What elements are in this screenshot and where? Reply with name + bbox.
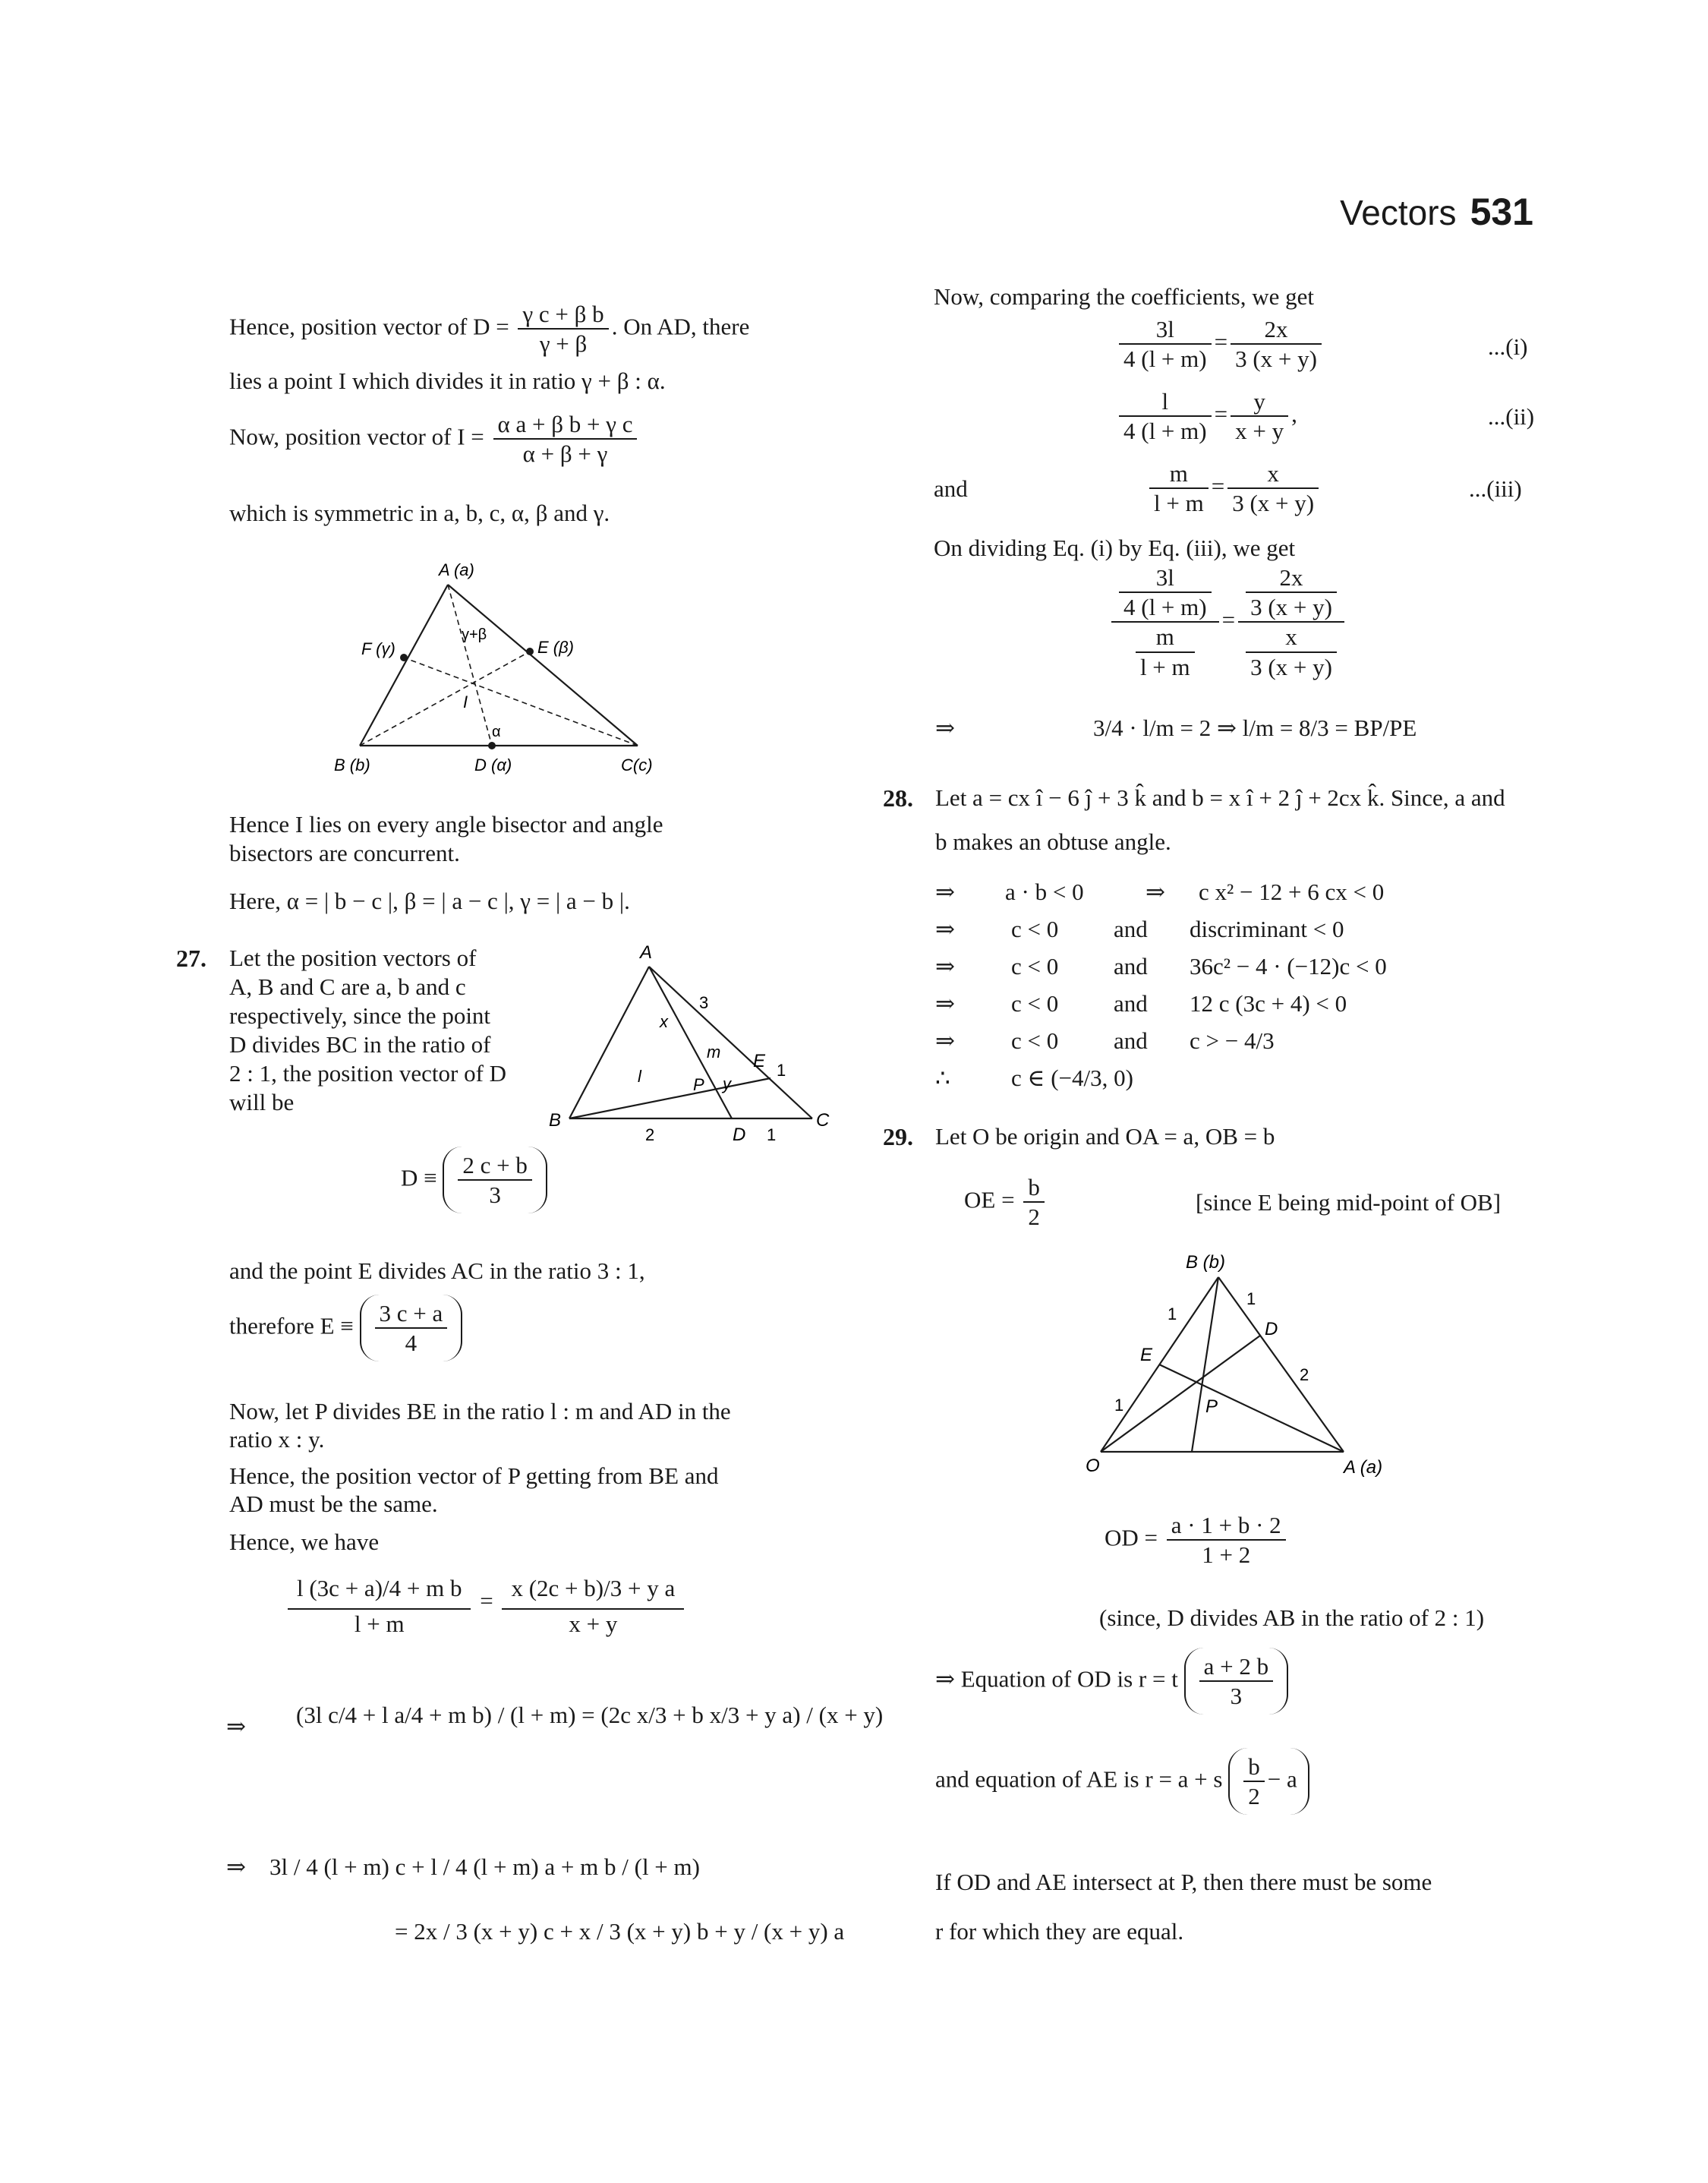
question-28-number: 28. [883, 784, 913, 812]
line-od [1101, 1336, 1260, 1452]
equation-1: $\frac{\text{l (3c + a)/4 + m b}}{l + m}$ = $\frac{\text{x (2c + b)/3 + y a}}{x + y}$ [285, 1568, 687, 1638]
point-d [488, 742, 496, 749]
label-o: O [1086, 1456, 1100, 1476]
oe-definition: OE = $\frac{b}{2}$ [964, 1173, 1048, 1231]
divide-line: On dividing Eq. (i) by Eq. (iii), we get [934, 535, 1296, 561]
incenter-fraction: $\frac{\text{α a + β b + γ c}}{\alpha + \beta + \gamma}$ [493, 410, 638, 468]
label-two-da: 2 [1300, 1365, 1309, 1384]
label-a: A (a) [439, 560, 474, 579]
d-definition: D ≡ $\frac{2 c + b}{3}$ [401, 1147, 547, 1213]
equation-3-left: 3l / 4 (l + m) c + l / 4 (l + m) a + m b / (l + m) [269, 1853, 700, 1880]
equation-3-right: = 2x / 3 (x + y) c + x / 3 (x + y) b + y / (x + y) a [395, 1918, 845, 1945]
e-definition: therefore E ≡ $\frac{3 c + a}{4}$ [229, 1295, 462, 1361]
question-29-line-1: Let O be origin and OA = a, OB = b [935, 1123, 1275, 1150]
tag-iii: ...(iii) [1469, 475, 1522, 502]
step-row: ⇒ a · b < 0 ⇒ c x² − 12 + 6 cx < 0 [935, 879, 1385, 905]
compare-line: Now, comparing the coefficients, we get [934, 283, 1314, 310]
cevian-be [569, 1078, 770, 1118]
label-m: m [707, 1043, 721, 1062]
page-header [1340, 190, 1533, 234]
division-equation: $\frac{\frac{3l}{4 (l + m)}}{\frac{m}{l + m}}$ = $\frac{\frac{2x}{3 (x + y)}}{\frac{x}{3 (x + y)}}$ [1108, 563, 1347, 681]
figure-vector-triangle [1078, 1245, 1404, 1488]
p-line-1: Now, let P divides BE in the ratio l : m and AD in the [229, 1398, 731, 1424]
label-e: E [753, 1051, 766, 1071]
step-row: ⇒ c < 0 and c > − 4/3 [935, 1027, 1275, 1054]
question-28-line-1: Let a = cx î − 6 ĵ + 3 k̂ and b = x î + 2 ĵ + 2cx k̂. Since, a and [935, 784, 1505, 811]
final-line-2: r for which they are equal. [935, 1918, 1184, 1945]
label-a: A (a) [1344, 1457, 1383, 1478]
label-d: D [1265, 1319, 1278, 1339]
equation-i: $\frac{3l}{4 (l + m)}$ = $\frac{2x}{3 (x + y)}$ [1116, 315, 1325, 373]
since-d-note: (since, D divides AB in the ratio of 2 : 1) [1099, 1604, 1485, 1631]
implies-ratio: ⇒ [935, 715, 955, 741]
median-b [1192, 1277, 1218, 1452]
label-b: B [549, 1110, 562, 1131]
equation-iii: $\frac{m}{l + m}$ = $\frac{x}{3 (x + y)}$ [1146, 459, 1322, 517]
p-line-3: Hence, the position vector of P getting from BE and [229, 1462, 719, 1489]
label-d: D [733, 1125, 746, 1145]
p-line-5: Hence, we have [229, 1528, 380, 1555]
label-c: C(c) [621, 756, 653, 774]
label-p: P [1205, 1396, 1218, 1417]
bisector-line-2: bisectors are concurrent. [229, 840, 460, 866]
line-ae [1159, 1364, 1344, 1452]
question-27-text: Let the position vectors of A, B and C are a, b and c respectively, since the point D divides BC in the ratio of 2 : 1, the position vector of D will be [229, 945, 507, 1115]
equation-ii: $\frac{l}{4 (l + m)}$ = $\frac{y}{x + y}$ , [1116, 387, 1297, 445]
od-definition: OD = $\frac{a \cdot 1 + b \cdot 2}{1 + 2}$ [1105, 1511, 1289, 1569]
side-ab [1218, 1277, 1344, 1452]
here-line: Here, α = | b − c |, β = | a − c |, γ = | a − b |. [229, 888, 630, 914]
label-gamma-beta: γ+β [462, 626, 487, 643]
page-number: 531 [1470, 191, 1533, 233]
intro-fraction: $\frac{\text{γ c + β b}}{\gamma + \beta}$ [518, 300, 608, 358]
side-ac [448, 585, 638, 746]
p-line-4: AD must be the same. [229, 1491, 438, 1517]
question-28-steps [935, 873, 1387, 1096]
bisector-line-1: Hence I lies on every angle bisector and angle [229, 811, 663, 838]
label-e: E (β) [537, 638, 575, 657]
label-d: D (α) [474, 756, 512, 774]
and-label: and [934, 475, 968, 502]
bisector-cf [404, 658, 638, 746]
tag-i: ...(i) [1488, 333, 1528, 360]
intro-line-1: Hence, position vector of D = $\frac{\text{γ c + β b}}{\gamma + \beta}$ . On AD, there [229, 301, 750, 358]
equation-2: (3l c/4 + l a/4 + m b) / (l + m) = (2c x/3 + b x/3 + y a) / (x + y) [296, 1702, 884, 1728]
chapter-title: Vectors [1340, 193, 1457, 232]
step-row: ∴ c ∈ (−4/3, 0) [935, 1065, 1133, 1091]
final-line-1: If OD and AE intersect at P, then there must be some [935, 1869, 1432, 1895]
equation-ae: and equation of AE is r = a + s $\frac{b}{2}$ − a [935, 1748, 1309, 1815]
question-27-number: 27. [176, 945, 206, 972]
label-one-be: 1 [1168, 1304, 1177, 1323]
point-f [400, 654, 408, 661]
implies-3: ⇒ [226, 1853, 246, 1880]
e-line: and the point E divides AC in the ratio 3 : 1, [229, 1257, 645, 1284]
tag-ii: ...(ii) [1488, 403, 1535, 430]
label-three: 3 [699, 993, 709, 1012]
oe-note: [since E being mid-point of OB] [1196, 1189, 1502, 1216]
step-row: ⇒ c < 0 and 36c² − 4 · (−12)c < 0 [935, 953, 1387, 980]
label-f: F (γ) [361, 639, 395, 658]
label-x: x [660, 1012, 668, 1031]
intro-line-2: lies a point I which divides it in ratio γ + β : α. [229, 368, 666, 394]
side-ab [569, 967, 649, 1118]
label-p: P [693, 1075, 704, 1094]
label-one-eo: 1 [1114, 1396, 1124, 1415]
implies-2: ⇒ [226, 1713, 246, 1740]
question-28-line-2: b makes an obtuse angle. [935, 828, 1171, 855]
ratio-result: 3/4 · l/m = 2 ⇒ l/m = 8/3 = BP/PE [1093, 715, 1417, 741]
label-alpha: α [492, 724, 501, 740]
label-a: A [640, 942, 653, 963]
label-b: B (b) [334, 756, 370, 774]
side-ac [649, 967, 812, 1118]
figure-incenter-triangle [326, 554, 676, 790]
label-b: B (b) [1186, 1252, 1226, 1273]
label-one-bd: 1 [1246, 1289, 1256, 1308]
label-one-d: 1 [767, 1125, 777, 1144]
step-row: ⇒ c < 0 and 12 c (3c + 4) < 0 [935, 990, 1347, 1017]
label-one-e: 1 [777, 1061, 786, 1080]
p-line-2: ratio x : y. [229, 1426, 325, 1453]
intro-line-3: Now, position vector of I = $\frac{\text{α a + β b + γ c}}{\alpha + \beta + \gamma}$ [229, 410, 640, 468]
label-y: y [723, 1074, 731, 1093]
equation-od: ⇒ Equation of OD is r = t $\frac{a + 2 b}{3}$ [935, 1648, 1288, 1715]
label-two: 2 [645, 1125, 655, 1144]
label-l: l [638, 1067, 641, 1086]
figure-cevians-triangle [543, 942, 846, 1147]
label-c: C [816, 1110, 830, 1131]
intro-line-4: which is symmetric in a, b, c, α, β and γ. [229, 500, 610, 526]
point-e [526, 648, 534, 655]
label-e: E [1140, 1345, 1153, 1365]
step-row: ⇒ c < 0 and discriminant < 0 [935, 916, 1344, 942]
bisector-ad [448, 585, 492, 746]
question-29-number: 29. [883, 1123, 913, 1150]
label-i: I [463, 692, 468, 711]
